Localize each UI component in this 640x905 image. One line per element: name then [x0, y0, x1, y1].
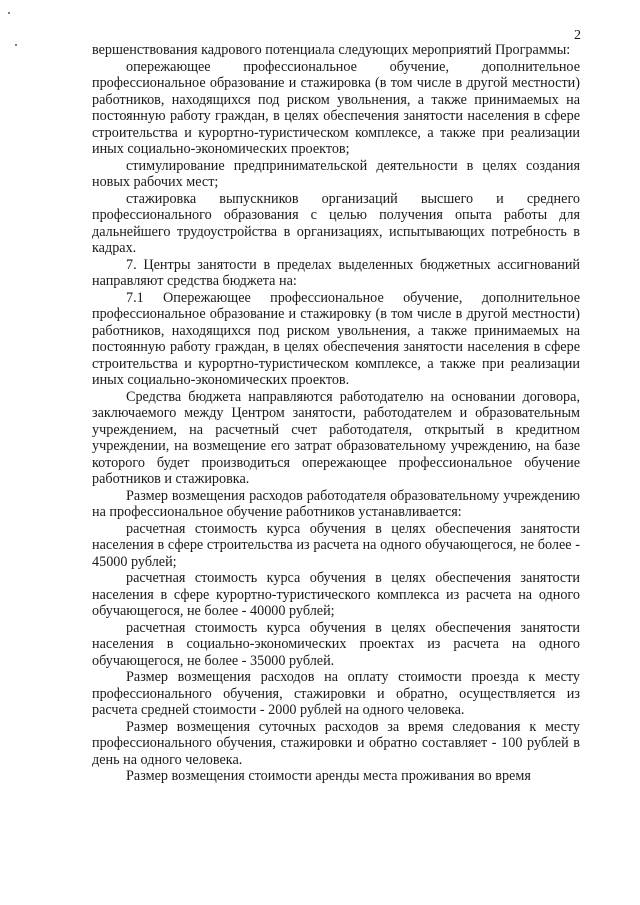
- paragraph: стимулирование предпринимательской деятельности в целях создания новых рабочих мест;: [92, 157, 580, 190]
- paragraph: расчетная стоимость курса обучения в целях обеспечения занятости населения в социально-экономических проектах из расчета на одного обучающегося, не более - 35000 рублей.: [92, 619, 580, 669]
- paragraph: опережающее профессиональное обучение, дополнительное профессиональное образование и стажировка (в том числе в другой местности) работников, находящихся под риском увольнения, а также принимаемых на постоянную работу граждан, в целях обеспечения занятости населения в сфере строительства и курортно-туристическом комплексе, а также при реализации иных социально-экономических проектов;: [92, 58, 580, 157]
- paragraph: Средства бюджета направляются работодателю на основании договора, заключаемого между Центром занятости, работодателем и образовательным учреждением, на расчетный счет работодателя, открытый в кредитном учреждении, на возмещение его затрат образовательному учреждению, на базе которого будет производиться опережающее профессиональное обучение работников и стажировка.: [92, 388, 580, 487]
- paragraph: расчетная стоимость курса обучения в целях обеспечения занятости населения в сфере строительства из расчета на одного обучающегося, не более - 45000 рублей;: [92, 520, 580, 570]
- paragraph: вершенствования кадрового потенциала следующих мероприятий Программы:: [92, 42, 571, 58]
- paragraph: стажировка выпускников организаций высшего и среднего профессионального образования с целью получения опыта работы для дальнейшего трудоустройства в организациях, испытывающих потребность в кадрах.: [92, 190, 580, 256]
- document-body: [92, 42, 580, 785]
- paragraph: Размер возмещения стоимости аренды места проживания во время: [126, 768, 531, 784]
- paragraph: Размер возмещения расходов на оплату стоимости проезда к месту профессионального обучения, стажировки и обратно, осуществляется из расчета средней стоимости - 2000 рублей на одного человека.: [92, 669, 580, 718]
- paragraph: Размер возмещения суточных расходов за время следования к месту профессионального обучения, стажировки и обратно составляет - 100 рублей в день на одного человека.: [92, 718, 580, 768]
- scan-speck: [8, 12, 10, 14]
- paragraph: 7.1 Опережающее профессиональное обучение, дополнительное профессиональное образование и стажировку (в том числе в другой местности) работников, находящихся под риском увольнения, а также принимаемых на постоянную работу граждан, в целях обеспечения занятости населения в сфере строительства и курортно-туристическом комплексе, а также при реализации иных социально-экономических проектов.: [92, 289, 580, 388]
- page-number: 2: [574, 28, 581, 43]
- paragraph: Размер возмещения расходов работодателя образовательному учреждению на профессиональное обучение работников устанавливается:: [92, 487, 580, 520]
- scan-speck: [15, 44, 17, 46]
- paragraph: расчетная стоимость курса обучения в целях обеспечения занятости населения в сфере курортно-туристического комплекса из расчета на одного обучающегося, не более - 40000 рублей;: [92, 570, 580, 619]
- paragraph: 7. Центры занятости в пределах выделенных бюджетных ассигнований направляют средства бюджета на:: [92, 256, 580, 289]
